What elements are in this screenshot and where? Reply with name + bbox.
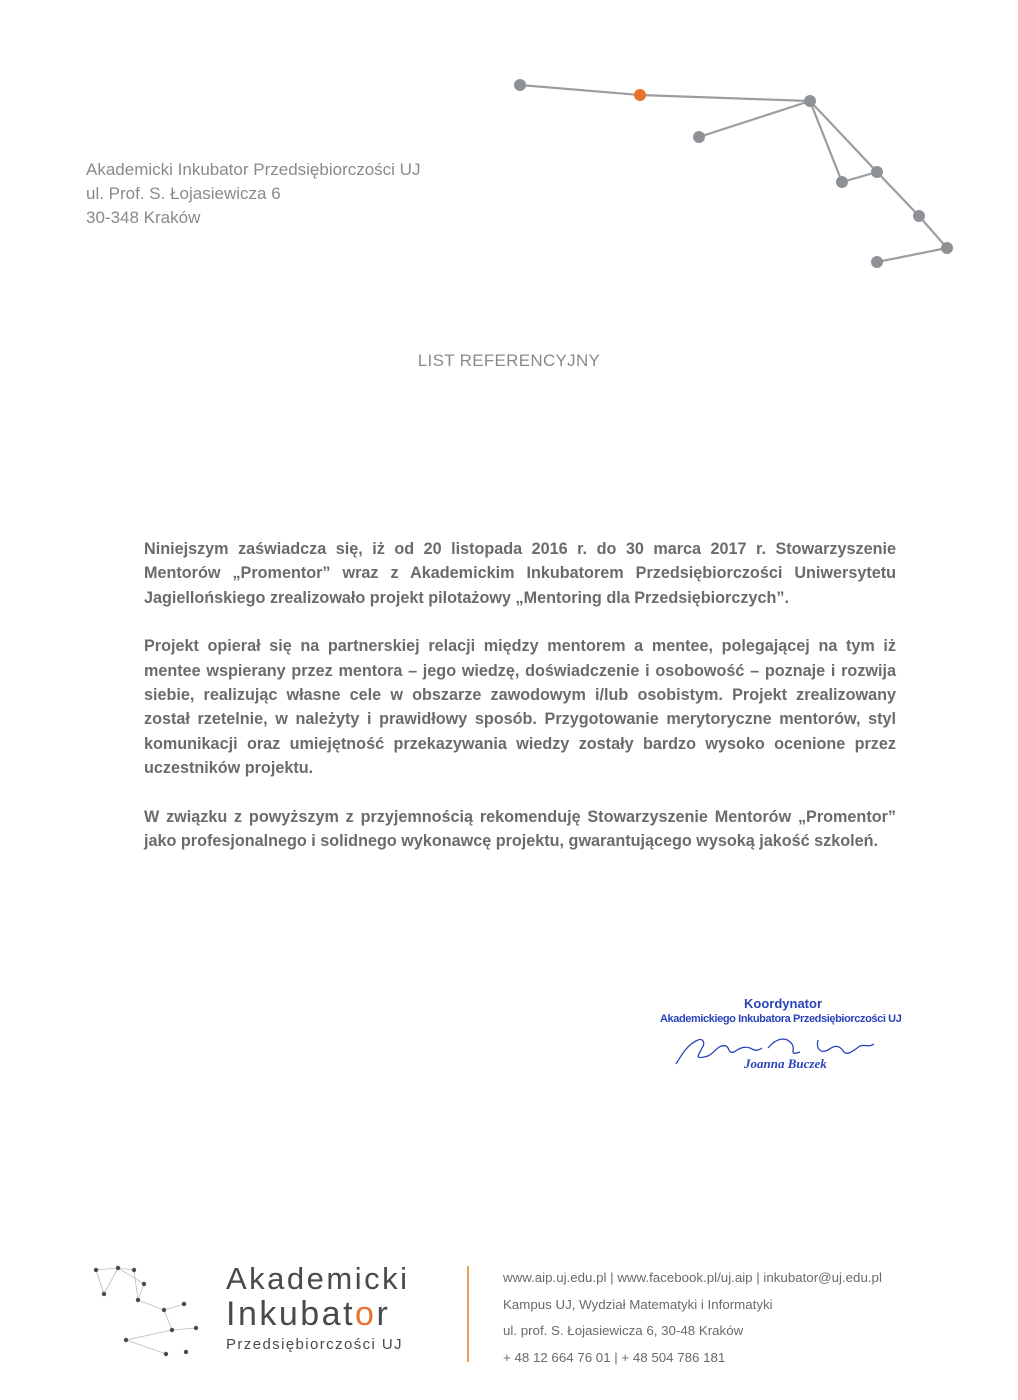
stamp-role: Koordynator	[744, 996, 822, 1011]
brand-line2	[226, 1296, 410, 1332]
brand-line3: Przedsiębiorczości UJ	[226, 1336, 403, 1353]
contact-line: + 48 12 664 76 01 | + 48 504 786 181	[503, 1349, 726, 1365]
footer-contact	[503, 1265, 882, 1371]
letter-body	[144, 537, 896, 877]
contact-line: Kampus UJ, Wydział Matematyki i Informatyki	[503, 1296, 773, 1312]
sender-line: ul. Prof. S. Łojasiewicza 6	[86, 184, 281, 203]
sender-address	[86, 158, 420, 230]
incubator-logo-icon	[86, 1264, 201, 1359]
brand-line1: Akademicki	[226, 1261, 410, 1296]
footer-divider	[467, 1266, 469, 1362]
body-paragraph: Projekt opierał się na partnerskiej relacji między mentorem a mentee, polegającej na tym iż mentee wspierany przez mentora – jego wiedzę, doświadczenie i osobowość – poznaje i rozwija siebie, realizując własne cele w obszarze zawodowym i/lub osobistym. Projekt zrealizowany został rzetelnie, w należyty i prawidłowy sposób. Przygotowanie merytoryczne mentorów, styl komunikacji oraz umiejętność przekazywania wiedzy zostały bardzo wysoko ocenione przez uczestników projektu.	[144, 637, 896, 778]
document-title: LIST REFERENCYJNY	[417, 351, 601, 370]
coordinator-stamp	[648, 996, 902, 1071]
brand-line2-end: r	[376, 1295, 391, 1333]
contact-line: www.aip.uj.edu.pl | www.facebook.pl/uj.aip | inkubator@uj.edu.pl	[503, 1270, 882, 1285]
body-paragraph: Niniejszym zaświadcza się, iż od 20 listopada 2016 r. do 30 marca 2017 r. Stowarzyszenie Mentorów „Promentor” wraz z Akademickim Inkubatorem Przedsiębiorczości Uniwersytetu Jagiellońskiego zrealizowało projekt pilotażowy „Mentoring dla Przedsiębiorczych”.	[144, 540, 896, 607]
contact-line: ul. prof. S. Łojasiewicza 6, 30-48 Kraków	[503, 1323, 744, 1338]
sender-line: Akademicki Inkubator Przedsiębiorczości UJ	[86, 160, 421, 179]
body-paragraph: W związku z powyższym z przyjemnością rekomenduję Stowarzyszenie Mentorów „Promentor” jako profesjonalnego i solidnego wykonawcę projektu, gwarantującego wysoką jakość szkoleń.	[144, 807, 896, 851]
footer-brand	[226, 1262, 410, 1353]
sender-line: 30-348 Kraków	[86, 208, 201, 227]
brand-line2-start: Inkubat	[226, 1295, 356, 1333]
brand-line2-accent-letter: o	[355, 1295, 377, 1333]
constellation-graphic	[0, 0, 1018, 300]
stamp-name: Joanna Buczek	[744, 1056, 827, 1071]
stamp-organization: Akademickiego Inkubatora Przedsiębiorczości UJ	[660, 1013, 902, 1025]
